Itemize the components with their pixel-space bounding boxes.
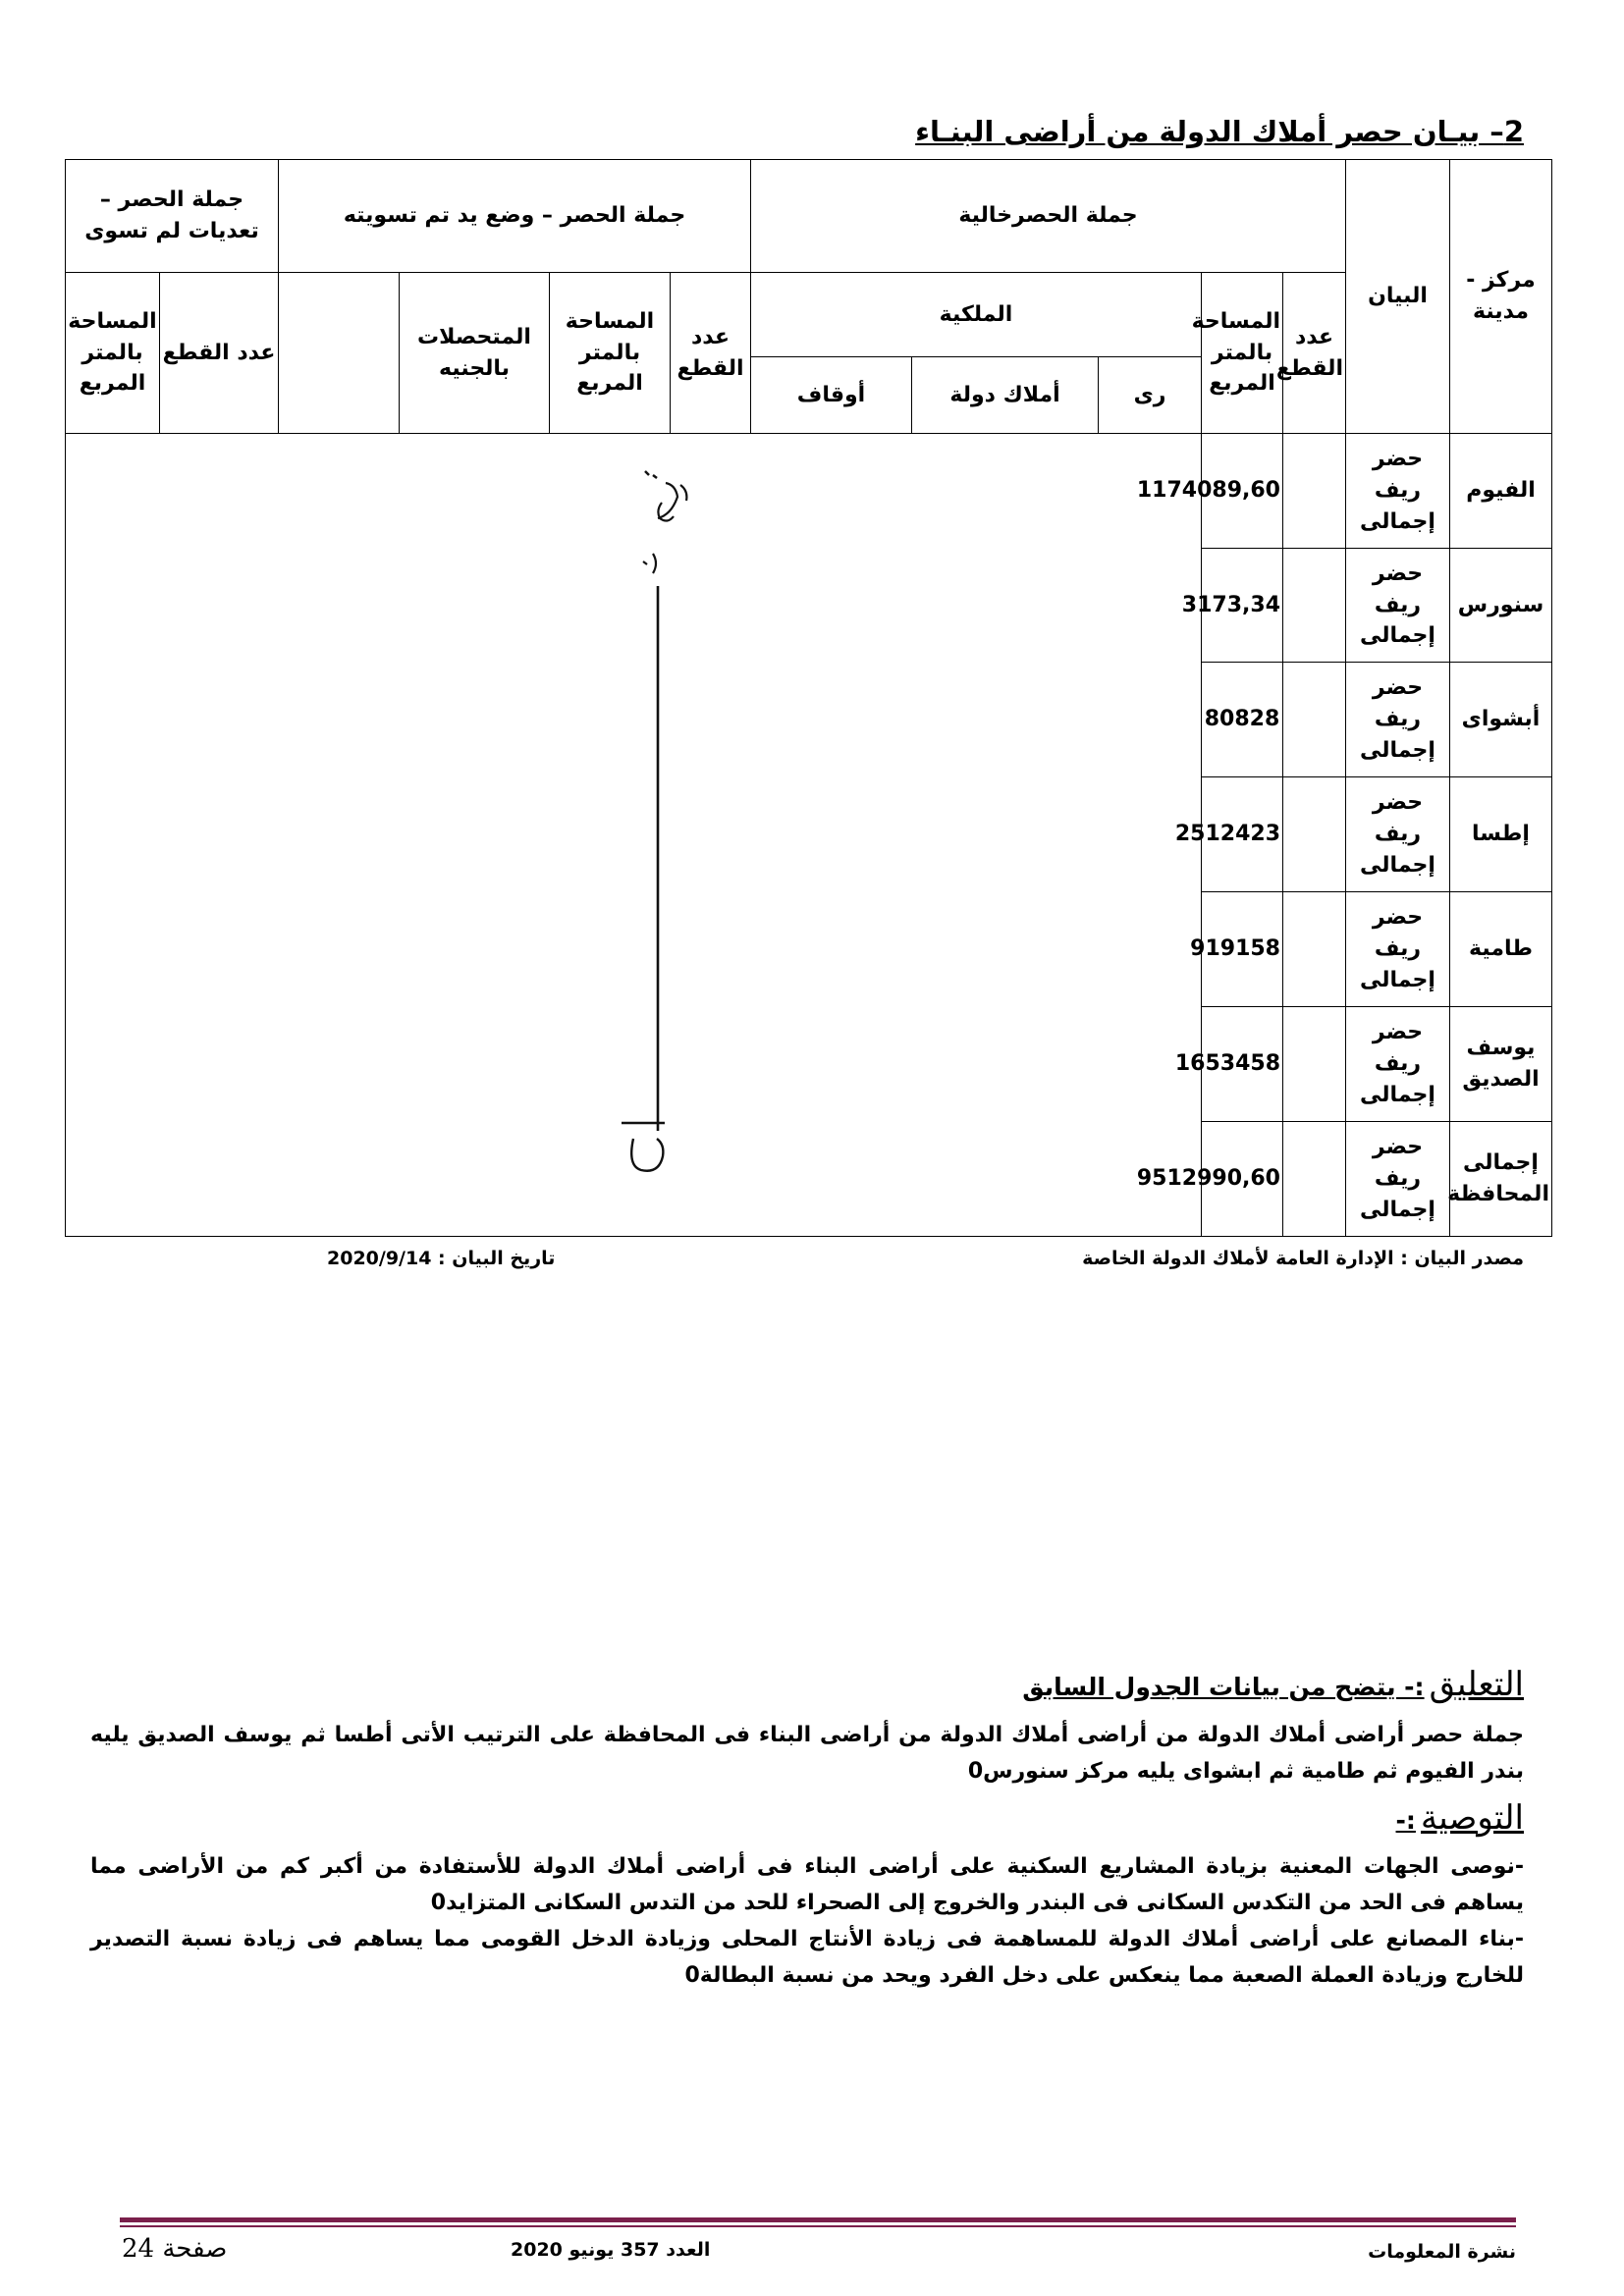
row-area: 3173,34 — [1202, 549, 1283, 663]
data-date: تاريخ البيان : 2020/9/14 — [327, 1248, 556, 1269]
row-name: إطسا — [1450, 777, 1552, 892]
row-breakdown: حضر ريف إجمالى — [1346, 434, 1450, 549]
comment-label: التعليق — [1429, 1665, 1524, 1704]
comment-heading-text: :- يتضح من بيانات الجدول السابق — [1022, 1673, 1425, 1701]
section-title-text: – بيـان حصر أملاك الدولة من أراضى البنـاء — [915, 115, 1504, 148]
row-name: أبشواى — [1450, 663, 1552, 777]
row-area: 1653458 — [1202, 1007, 1283, 1122]
row-area: 9512990,60 — [1202, 1122, 1283, 1237]
row-name: سنورس — [1450, 549, 1552, 663]
recommendation-label: التوصية — [1421, 1798, 1524, 1838]
header-area-3: المساحة بالمتر المربع — [66, 273, 160, 434]
header-settled-total: جملة الحصر – وضع يد تم تسويته — [279, 160, 751, 273]
header-empty — [279, 273, 400, 434]
footer-rule-thin — [120, 2225, 1516, 2227]
row-breakdown: حضر ريف إجمالى — [1346, 663, 1450, 777]
section-title — [915, 115, 1524, 148]
header-bayan: البيان — [1346, 160, 1450, 434]
header-unsettled-total: جملة الحصر – تعديات لم تسوى — [66, 160, 279, 273]
header-area: المساحة بالمتر المربع — [1202, 273, 1283, 434]
row-area: 1174089,60 — [1202, 434, 1283, 549]
recommendation-suffix: :- — [1395, 1806, 1416, 1835]
section-number: 2 — [1503, 115, 1524, 148]
header-ownership: الملكية — [751, 273, 1202, 357]
comment-text: جملة حصر أراضى أملاك الدولة من أراضى أملاك الدولة من أراضى البناء فى المحافظة على الترتيب الأتى أطسا ثم يوسف الصديق يليه بندر الفيوم ثم طامية ثم ابشواى يليه مركز سنورس0 — [90, 1723, 1524, 1784]
header-own-ri: رى — [1099, 357, 1202, 434]
state-property-table — [65, 159, 1552, 1237]
recommendation-heading — [1396, 1798, 1524, 1838]
handwritten-no-data-mark — [66, 434, 1201, 1239]
row-breakdown: حضر ريف إجمالى — [1346, 1007, 1450, 1122]
row-area: 2512423 — [1202, 777, 1283, 892]
header-collections: المتحصلات بالجنيه — [400, 273, 550, 434]
row-breakdown: حضر ريف إجمالى — [1346, 1122, 1450, 1237]
recommendation-paragraph-2: -بناء المصانع على أراضى أملاك الدولة للمساهمة فى زيادة الأنتاج المحلى وزيادة الدخل القومى مما يساهم فى زيادة نسبة التصدير للخارج وزيادة العملة الصعبة مما ينعكس على دخل الفرد ويحد من نسبة البطالة0 — [90, 1927, 1524, 1988]
row-breakdown: حضر ريف إجمالى — [1346, 777, 1450, 892]
table-row — [66, 434, 1552, 549]
row-area: 919158 — [1202, 892, 1283, 1007]
header-markaz: مركز - مدينة — [1450, 160, 1552, 434]
recommendation-paragraph-1: -نوصى الجهات المعنية بزيادة المشاريع السكنية على أراضى البناء فى أراضى أملاك الدولة للأستفادة من أكبر كم من الأراضى مما يساهم فى الحد من التكدس السكانى فى البندر والخروج إلى الصحراء للحد من التدس السكانى المتزايد0 — [90, 1854, 1524, 1915]
row-name: إجمالى المحافظة — [1450, 1122, 1552, 1237]
footer-rule — [120, 2217, 1516, 2222]
data-source: مصدر البيان : الإدارة العامة لأملاك الدولة الخاصة — [1082, 1248, 1524, 1269]
handwritten-note-cell — [66, 434, 1202, 1237]
footer-issue: العدد 357 يونيو 2020 — [511, 2239, 711, 2261]
header-area-2: المساحة بالمتر المربع — [550, 273, 671, 434]
row-name: يوسف الصديق — [1450, 1007, 1552, 1122]
footer-page-number: صفحة 24 — [122, 2234, 228, 2264]
header-count-pieces: عدد القطع — [1283, 273, 1346, 434]
header-own-state: أملاك دولة — [912, 357, 1099, 434]
row-area: 80828 — [1202, 663, 1283, 777]
row-name: طامية — [1450, 892, 1552, 1007]
row-breakdown: حضر ريف إجمالى — [1346, 892, 1450, 1007]
row-name: الفيوم — [1450, 434, 1552, 549]
comment-heading — [1022, 1665, 1524, 1704]
row-breakdown: حضر ريف إجمالى — [1346, 549, 1450, 663]
header-current-total: جملة الحصرخالية — [751, 160, 1346, 273]
header-count-pieces-3: عدد القطع — [160, 273, 279, 434]
header-own-awqaf: أوقاف — [751, 357, 912, 434]
footer-publication: نشرة المعلومات — [1368, 2241, 1516, 2263]
header-count-pieces-2: عدد القطع — [671, 273, 751, 434]
